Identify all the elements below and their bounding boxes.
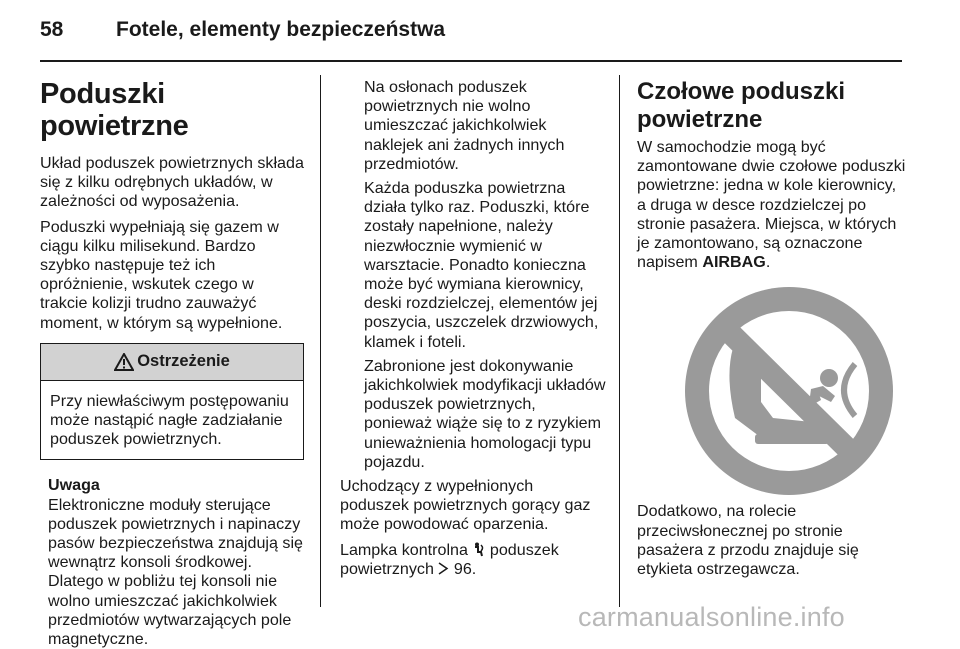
- column-divider-2: [619, 75, 620, 607]
- warning-lamp-text-pre: Lampka kontrolna: [340, 540, 468, 559]
- note-text: Elektroniczne moduły sterujące poduszek powietrznych i napinaczy pasów bezpieczeństwa znajdują się wewnątrz konsoli środkowej. Dlatego w pobliżu tej konsoli nie wolno umieszczać jakichkolwiek przedmiotów wytwarzających pole magnetyczne.: [48, 495, 303, 649]
- warning-triangle-icon: [114, 353, 134, 371]
- note-title: Uwaga: [48, 476, 100, 495]
- airbag-warnings-list: [340, 78, 606, 472]
- watermark: carmanualsonline.info: [578, 602, 845, 632]
- front-airbags-period: .: [765, 253, 771, 272]
- column-1: [40, 78, 304, 649]
- column-3: [637, 78, 907, 585]
- airbag-lamp-icon: [472, 542, 485, 557]
- page-reference[interactable]: 96.: [453, 559, 477, 578]
- warning-header: [41, 344, 303, 381]
- column-2: [340, 78, 606, 585]
- warning-text: Przy niewłaściwym postępowaniu może nastąpić nagłe zadziałanie poduszek powietrznych.: [50, 391, 289, 449]
- sun-visor-label-paragraph: Dodatkowo, na rolecie przeciwsłonecznej po stronie pasażera z przodu znajduje się etykieta ostrzegawcza.: [637, 502, 859, 579]
- hot-gas-paragraph: Uchodzący z wypełnionych poduszek powietrznych gorący gaz może powodować oparzenia.: [340, 477, 591, 534]
- warning-title: Ostrzeżenie: [137, 352, 230, 371]
- no-child-seat-prohibition-icon: [663, 286, 915, 496]
- front-airbags-text: W samochodzie mogą być zamontowane dwie czołowe poduszki powietrzne: jedna w kole kierownicy, a druga w desce rozdzielczej po stronie pasażera. Miejsca, w których je zamontowano, są oznaczone napisem: [637, 138, 906, 272]
- page-reference-arrow-icon: [438, 562, 449, 575]
- warning-lamp-text-mid: poduszek powietrznych: [340, 540, 559, 578]
- airbags-inflation-paragraph: Poduszki wypełniają się gazem w ciągu kilku milisekund. Bardzo szybko następuje też ich opróżnienie, wskutek czego w trakcie kolizji trudno zauważyć moment, w którym są wypełnione.: [40, 217, 283, 332]
- front-airbags-heading: Czołowe poduszki powietrzne: [637, 78, 846, 133]
- column-divider-1: [320, 75, 321, 607]
- warning-lamp-paragraph: [340, 541, 606, 579]
- airbags-intro-paragraph: Układ poduszek powietrznych składa się z kilku odrębnych układów, w zależności od wyposażenia.: [40, 154, 304, 211]
- page-number: 58: [40, 18, 64, 41]
- airbags-heading: Poduszki powietrzne: [40, 78, 189, 142]
- front-airbags-paragraph: [637, 138, 907, 272]
- warning-box: [40, 343, 304, 461]
- header-rule: [40, 60, 902, 62]
- section-title: Fotele, elementy bezpieczeństwa: [116, 18, 446, 41]
- note-block: [40, 476, 304, 649]
- single-use-paragraph: Każda poduszka powietrzna działa tylko raz. Poduszki, które zostały napełnione, należy niezwłocznie wymienić w warsztacie. Ponadto konieczna może być wymiana kierownicy, deski rozdzielczej, elementów jej poszycia, uszczelek drzwiowych, klamek i foteli.: [364, 179, 599, 351]
- stickers-paragraph: Na osłonach poduszek powietrznych nie wolno umieszczać jakichkolwiek naklejek ani żadnych innych przedmiotów.: [364, 78, 565, 173]
- prohibition-label-image: [663, 286, 915, 496]
- airbag-label: AIRBAG: [702, 253, 766, 272]
- modification-paragraph: Zabronione jest dokonywanie jakichkolwiek modyfikacji układów poduszek powietrznych, ponieważ wiąże się to z ryzykiem unieważnienia homologacji typu pojazdu.: [364, 356, 606, 471]
